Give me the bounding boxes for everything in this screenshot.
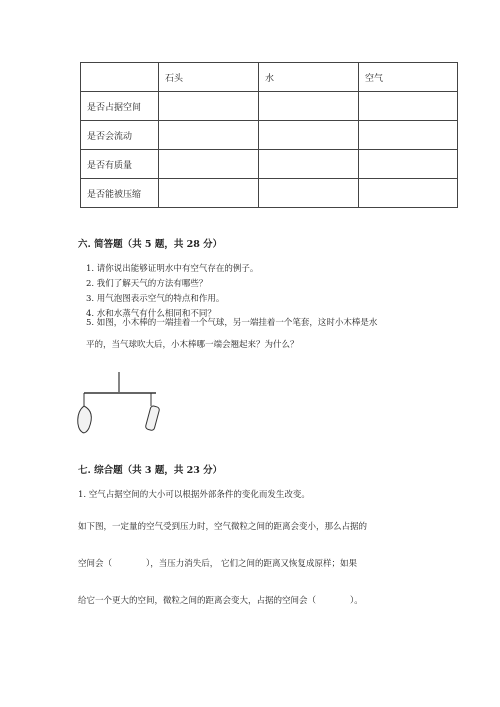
answer-cell[interactable] — [359, 121, 458, 150]
table-row — [81, 121, 458, 150]
section7-title: 七. 综合题（共 3 题，共 23 分） — [78, 465, 223, 476]
table-header-row — [81, 63, 458, 92]
comprehensive-text-line3: 给它一个更大的空间，微粒之间的距离会变大，占据的空间会（ ）。 — [78, 596, 363, 606]
lever-balloon-figure — [70, 370, 170, 440]
table-header-air: 空气 — [359, 63, 458, 92]
row-label: 是否能被压缩 — [81, 179, 159, 208]
comprehensive-text-line1: 如下图，一定量的空气受到压力时，空气微粒之间的距离会变小，那么占据的 — [78, 522, 368, 532]
answer-cell[interactable] — [259, 150, 359, 179]
answer-cell[interactable] — [359, 92, 458, 121]
answer-cell[interactable] — [359, 150, 458, 179]
answer-cell[interactable] — [159, 150, 259, 179]
answer-cell[interactable] — [159, 121, 259, 150]
table-header-corner — [81, 63, 159, 92]
table-header-stone: 石头 — [159, 63, 259, 92]
table-row — [81, 92, 458, 121]
answer-cell[interactable] — [259, 121, 359, 150]
question-3: 3. 用气泡图表示空气的特点和作用。 — [86, 294, 225, 304]
question-5-line2: 平的，当气球吹大后，小木棒哪一端会翘起来？为什么？ — [86, 340, 299, 350]
question-5-line1: 5. 如图，小木棒的一端挂着一个气球，另一端挂着一个笔套，这时小木棒是水 — [86, 318, 378, 328]
row-label: 是否会流动 — [81, 121, 159, 150]
answer-cell[interactable] — [159, 179, 259, 208]
question-4: 4. 水和水蒸气有什么相同和不同？ — [86, 309, 216, 319]
comprehensive-text-line2: 空间会（ ），当压力消失后， 它们之间的距离又恢复成原样；如果 — [78, 559, 357, 569]
answer-cell[interactable] — [259, 92, 359, 121]
answer-cell[interactable] — [259, 179, 359, 208]
question-1: 1. 请你说出能够证明水中有空气存在的例子。 — [86, 264, 259, 274]
answer-cell[interactable] — [359, 179, 458, 208]
table-row — [81, 150, 458, 179]
comprehensive-q1: 1. 空气占据空间的大小可以根据外部条件的变化而发生改变。 — [78, 490, 310, 500]
row-label: 是否占据空间 — [81, 92, 159, 121]
properties-table — [80, 62, 458, 208]
table-header-water: 水 — [259, 63, 359, 92]
answer-cell[interactable] — [159, 92, 259, 121]
row-label: 是否有质量 — [81, 150, 159, 179]
section6-title: 六. 简答题（共 5 题，共 28 分） — [78, 239, 223, 250]
question-2: 2. 我们了解天气的方法有哪些？ — [86, 279, 208, 289]
table-row — [81, 179, 458, 208]
